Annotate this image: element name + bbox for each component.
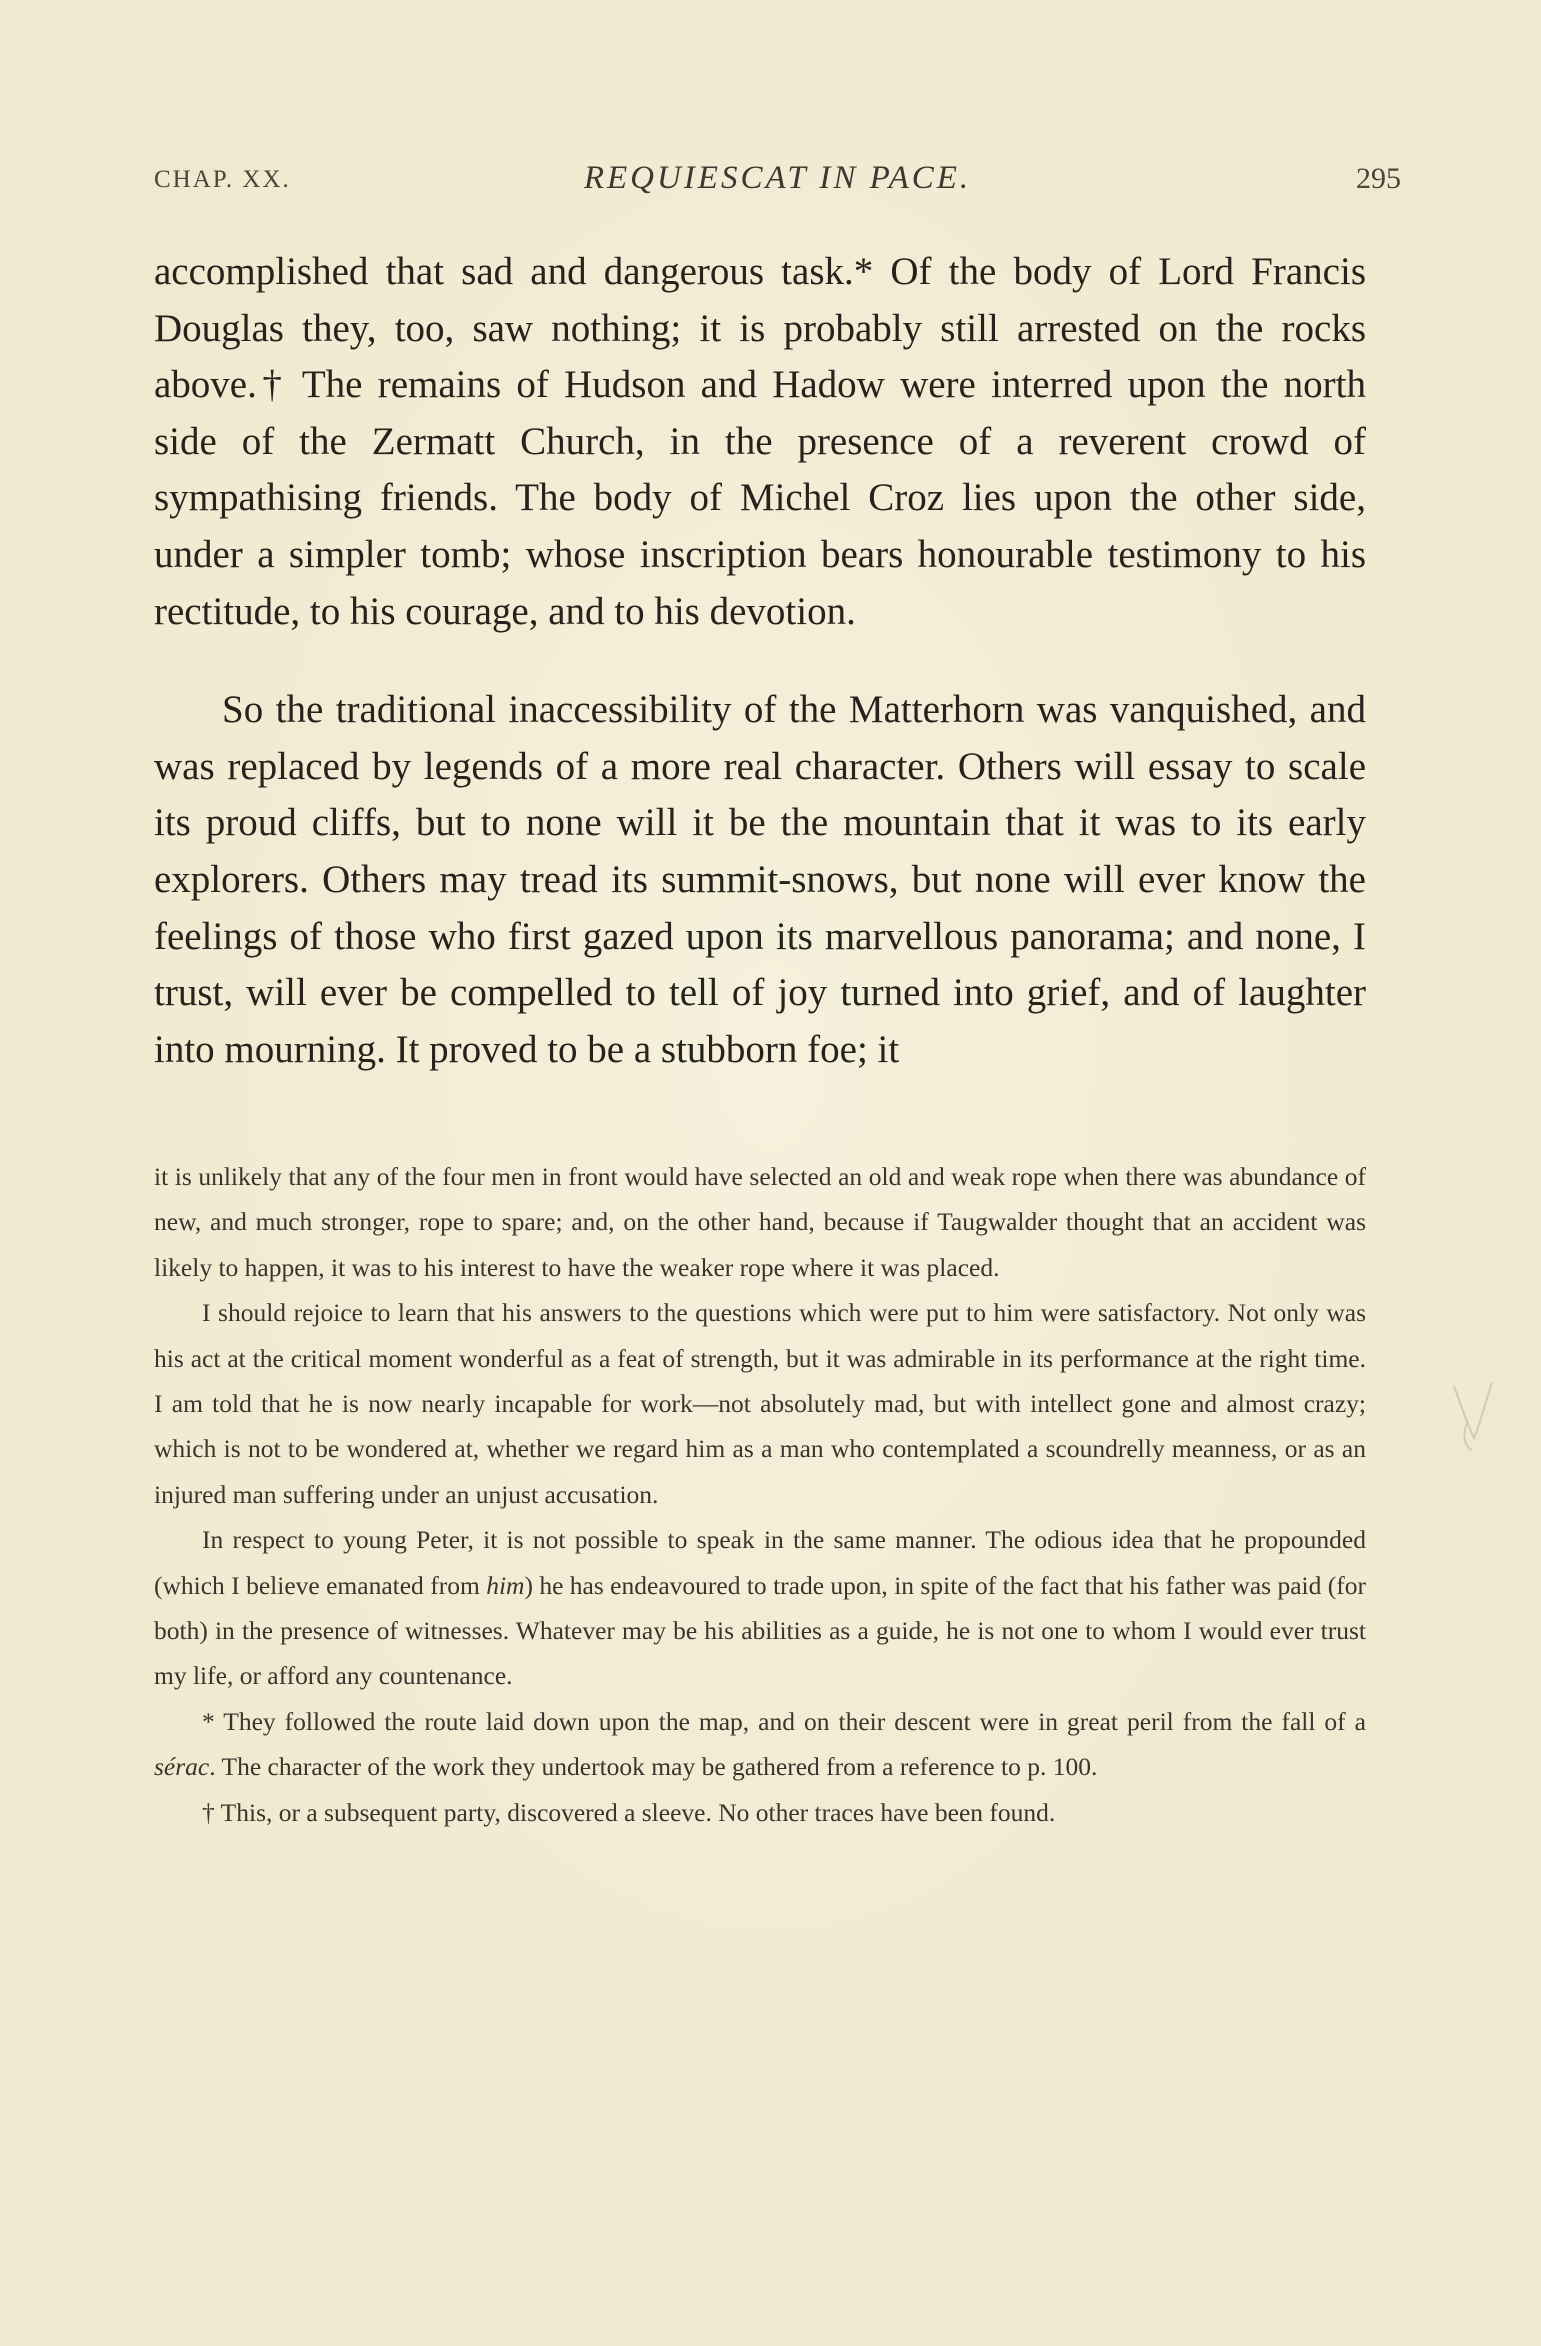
chapter-label: CHAP. XX. (154, 166, 291, 193)
footnote-peter-emphasis: him (486, 1570, 525, 1600)
footnote-asterisk (154, 1699, 1366, 1790)
footnote-asterisk-emphasis: sérac (154, 1752, 210, 1782)
footnote-peter-text-2: ) he has endeavoured to trade upon, in spite of the fact that his father was paid (for both) in the presence of witnesses. Whatever may be his abilities as a guide, he is not one to whom I would ever trust my life, or afford any countenance. (154, 1570, 1367, 1691)
page-number: 295 (1356, 162, 1401, 195)
footnote-asterisk-text-1: * They followed the route laid down upon the map, and on their descent were in great peril from the fall of a (202, 1706, 1366, 1736)
running-title: REQUIESCAT IN PACE. (583, 160, 972, 196)
running-head (154, 160, 1401, 200)
footnote-continued: it is unlikely that any of the four men in front would have selected an old and weak rope when there was abundance of new, and much stronger, rope to spare; and, on the other hand, because if Taugwalder thought that an accident was likely to happen, it was to his interest to have the weaker rope where it was placed. (154, 1162, 1366, 1282)
body-paragraph-2: So the traditional inaccessibility of the Matterhorn was vanquished, and was replaced by legends of a more real character. Others will essay to scale its proud cliffs, but to none will it be the mountain that it was to its early explorers. Others may tread its summit-snows, but none will ever know the feelings of those who first gazed upon its marvellous panorama; and none, I trust, will ever be compelled to tell of joy turned into grief, and of laughter into mourning. It proved to be a stubborn foe; it (154, 688, 1366, 1071)
footnote-peter (154, 1517, 1366, 1699)
footnote-taugwalder: I should rejoice to learn that his answers to the questions which were put to him were satisfactory. Not only was his act at the critical moment wonderful as a feat of strength, but it was admirable in its performance at the right time. I am told that he is now nearly incapable for work—not absolutely mad, but with intellect gone and almost crazy; which is not to be wondered at, whether we regard him as a man who contemplated a scoundrelly meanness, or as an injured man suffering under an unjust accusation. (154, 1298, 1366, 1509)
pencil-mark-icon (1448, 1378, 1498, 1458)
body-paragraph-1: accomplished that sad and dangerous task.* Of the body of Lord Francis Douglas they, too, saw nothing; it is probably still arrested on the rocks above.† The remains of Hudson and Hadow were interred upon the north side of the Zermatt Church, in the presence of a reverent crowd of sympathising friends. The body of Michel Croz lies upon the other side, under a simpler tomb; whose inscription bears honourable testimony to his rectitude, to his courage, and to his devotion. (154, 250, 1366, 633)
footnote-dagger: † This, or a subsequent party, discovered a sleeve. No other traces have been found. (202, 1797, 1056, 1827)
footnotes (154, 1154, 1366, 1835)
footnote-asterisk-text-2: . The character of the work they undertook may be gathered from a reference to p. 100. (209, 1752, 1098, 1782)
main-text (154, 244, 1366, 1078)
footnote-peter-text-1: In respect to young Peter, it is not possible to speak in the same manner. The odious idea that he propounded (which I believe emanated from (154, 1525, 1366, 1600)
